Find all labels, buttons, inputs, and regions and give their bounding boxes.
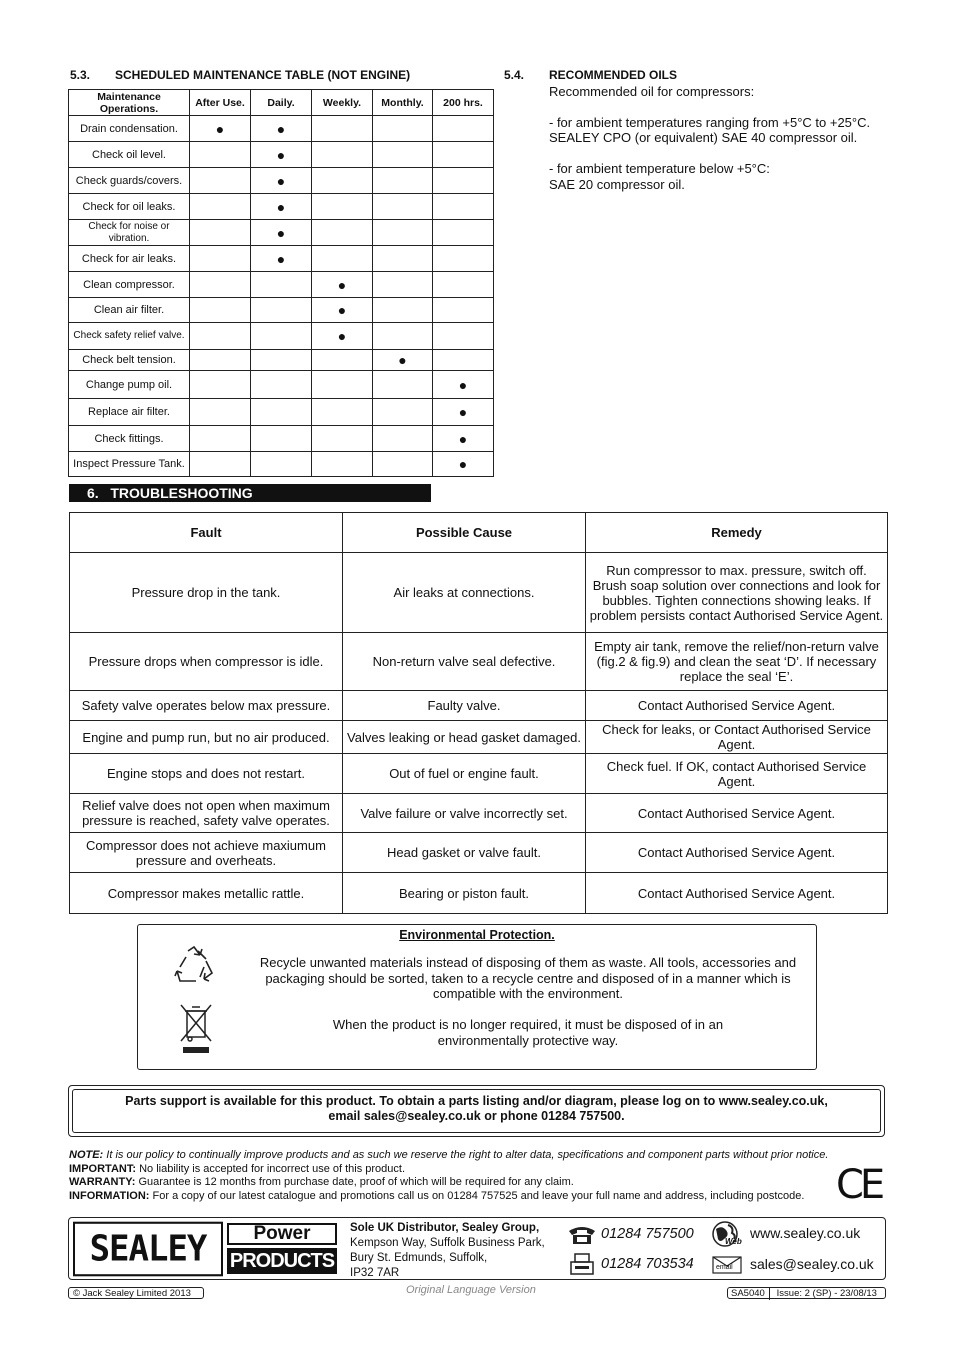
maint-mark bbox=[312, 399, 373, 426]
ts-remedy: Contact Authorised Service Agent. bbox=[586, 873, 888, 914]
important-text: No liability is accepted for incorrect use of this product. bbox=[136, 1162, 406, 1175]
maint-operation: Clean compressor. bbox=[69, 272, 190, 298]
maint-section-title: SCHEDULED MAINTENANCE TABLE (NOT ENGINE) bbox=[115, 68, 411, 82]
maint-mark bbox=[433, 350, 494, 371]
troubleshooting-table bbox=[69, 512, 888, 914]
maint-mark: ● bbox=[251, 194, 312, 220]
maint-mark bbox=[312, 371, 373, 399]
maint-mark bbox=[373, 323, 433, 350]
ts-cause: Head gasket or valve fault. bbox=[343, 833, 586, 873]
maint-mark bbox=[251, 399, 312, 426]
maint-mark bbox=[312, 168, 373, 194]
ce-mark: CE bbox=[836, 1162, 882, 1208]
environment-box bbox=[137, 924, 817, 1070]
maint-mark: ● bbox=[433, 371, 494, 399]
maint-row bbox=[69, 272, 494, 298]
maint-mark: ● bbox=[373, 350, 433, 371]
maint-mark bbox=[312, 246, 373, 272]
maint-mark bbox=[312, 350, 373, 371]
maint-row bbox=[69, 350, 494, 371]
parts-support-line-2: email sales@sealey.co.uk or phone 01284 757500. bbox=[328, 1109, 625, 1123]
ts-header: Remedy bbox=[586, 513, 888, 553]
footer-box bbox=[68, 1217, 886, 1280]
ts-cause: Valve failure or valve incorrectly set. bbox=[343, 794, 586, 833]
weee-bin-icon bbox=[178, 1003, 214, 1055]
maint-mark: ● bbox=[190, 116, 251, 142]
ts-fault: Relief valve does not open when maximum pressure is reached, safety valve operates. bbox=[70, 794, 343, 833]
maint-mark bbox=[190, 371, 251, 399]
maint-mark bbox=[190, 220, 251, 246]
oils-line: - for ambient temperature below +5°C: bbox=[549, 161, 770, 176]
troubleshooting-row bbox=[70, 754, 888, 794]
maint-header: Maintenance Operations. bbox=[69, 90, 190, 116]
maint-operation: Replace air filter. bbox=[69, 399, 190, 426]
maint-mark bbox=[433, 116, 494, 142]
maint-mark bbox=[433, 194, 494, 220]
maint-mark bbox=[190, 272, 251, 298]
environment-text-1: Recycle unwanted materials instead of disposing of them as waste. All tools, accessories and packaging should be sorted, taken to a recycle centre and disposed of in a manner which is compatible with the environment. bbox=[259, 955, 797, 1001]
maint-mark bbox=[373, 142, 433, 168]
oils-intro: Recommended oil for compressors: bbox=[549, 83, 755, 99]
maint-operation: Change pump oil. bbox=[69, 371, 190, 399]
maint-row bbox=[69, 426, 494, 452]
maint-mark: ● bbox=[433, 426, 494, 452]
note-label: NOTE: bbox=[69, 1149, 104, 1161]
document-code: SA5040 bbox=[728, 1288, 770, 1300]
ts-fault: Compressor does not achieve maxiumum pressure and overheats. bbox=[70, 833, 343, 873]
ts-cause: Air leaks at connections. bbox=[343, 553, 586, 633]
maint-mark bbox=[312, 426, 373, 452]
products-logo: PRODUCTS bbox=[227, 1248, 337, 1274]
troubleshooting-row bbox=[70, 794, 888, 833]
maint-row bbox=[69, 399, 494, 426]
maint-operation: Inspect Pressure Tank. bbox=[69, 452, 190, 477]
fax-number: 01284 703534 bbox=[601, 1256, 694, 1272]
environment-title: Environmental Protection. bbox=[399, 928, 555, 942]
maint-mark bbox=[190, 168, 251, 194]
maint-mark: ● bbox=[433, 399, 494, 426]
fax-icon bbox=[567, 1252, 597, 1276]
maint-mark bbox=[373, 168, 433, 194]
ts-fault: Pressure drop in the tank. bbox=[70, 553, 343, 633]
copyright: © Jack Sealey Limited 2013 bbox=[68, 1287, 204, 1299]
ts-cause: Out of fuel or engine fault. bbox=[343, 754, 586, 794]
maint-mark: ● bbox=[251, 246, 312, 272]
maint-operation: Drain condensation. bbox=[69, 116, 190, 142]
maint-mark bbox=[190, 452, 251, 477]
maint-mark: ● bbox=[312, 298, 373, 323]
maint-mark: ● bbox=[251, 116, 312, 142]
maint-mark bbox=[433, 142, 494, 168]
maint-operation: Check belt tension. bbox=[69, 350, 190, 371]
maint-mark bbox=[190, 323, 251, 350]
maint-row bbox=[69, 220, 494, 246]
maint-mark: ● bbox=[433, 452, 494, 477]
maint-operation: Check for oil leaks. bbox=[69, 194, 190, 220]
oils-line: SEALEY CPO (or equivalent) SAE 40 compressor oil. bbox=[549, 130, 858, 145]
maint-section-number: 5.3. bbox=[70, 68, 91, 82]
ts-fault: Compressor makes metallic rattle. bbox=[70, 873, 343, 914]
maint-mark bbox=[373, 452, 433, 477]
ts-fault: Engine stops and does not restart. bbox=[70, 754, 343, 794]
maint-mark: ● bbox=[312, 272, 373, 298]
ts-fault: Safety valve operates below max pressure. bbox=[70, 691, 343, 721]
maint-header: After Use. bbox=[190, 90, 251, 116]
maint-mark bbox=[251, 426, 312, 452]
ts-cause: Faulty valve. bbox=[343, 691, 586, 721]
maint-row bbox=[69, 246, 494, 272]
ts-remedy: Empty air tank, remove the relief/non-return valve (fig.2 & fig.9) and clean the seat ‘D’. If necessary replace the seal ‘E’. bbox=[586, 633, 888, 691]
maint-mark bbox=[433, 246, 494, 272]
maint-mark bbox=[251, 452, 312, 477]
maint-mark bbox=[190, 246, 251, 272]
maint-mark bbox=[190, 426, 251, 452]
legal-notes bbox=[69, 1149, 849, 1203]
maint-mark bbox=[251, 272, 312, 298]
ts-remedy: Check for leaks, or Contact Authorised Service Agent. bbox=[586, 721, 888, 754]
ts-cause: Non-return valve seal defective. bbox=[343, 633, 586, 691]
maint-row bbox=[69, 371, 494, 399]
power-logo: Power bbox=[227, 1223, 337, 1245]
maint-row bbox=[69, 194, 494, 220]
maint-mark bbox=[312, 116, 373, 142]
maint-mark bbox=[190, 399, 251, 426]
environment-text-2: When the product is no longer required, it must be disposed of in an environmentally protective way. bbox=[332, 1017, 724, 1048]
troubleshooting-row bbox=[70, 553, 888, 633]
maint-mark bbox=[433, 323, 494, 350]
warranty-label: WARRANTY: bbox=[69, 1176, 136, 1188]
maint-mark bbox=[312, 142, 373, 168]
ts-remedy: Check fuel. If OK, contact Authorised Service Agent. bbox=[586, 754, 888, 794]
ts-remedy: Run compressor to max. pressure, switch off. Brush soap solution over connections and look for bubbles. Tighten connections showing leaks. If problem persists contact Authorised Service Agent. bbox=[586, 553, 888, 633]
issue-info: Issue: 2 (SP) - 23/08/13 bbox=[776, 1288, 877, 1299]
maint-mark: ● bbox=[251, 142, 312, 168]
maint-operation: Check for air leaks. bbox=[69, 246, 190, 272]
maint-mark bbox=[433, 298, 494, 323]
maint-mark bbox=[190, 298, 251, 323]
ts-fault: Engine and pump run, but no air produced. bbox=[70, 721, 343, 754]
important-label: IMPORTANT: bbox=[69, 1162, 137, 1175]
maint-mark bbox=[251, 298, 312, 323]
warranty-text: Guarantee is 12 months from purchase date, proof of which will be required for any claim. bbox=[135, 1176, 574, 1188]
maint-mark bbox=[433, 272, 494, 298]
maint-header: Monthly. bbox=[373, 90, 433, 116]
maint-mark bbox=[312, 452, 373, 477]
maint-mark bbox=[190, 350, 251, 371]
maint-mark bbox=[312, 194, 373, 220]
troubleshooting-row bbox=[70, 691, 888, 721]
information-label: INFORMATION: bbox=[69, 1189, 150, 1202]
maint-row bbox=[69, 298, 494, 323]
maint-mark: ● bbox=[312, 323, 373, 350]
maint-mark bbox=[251, 323, 312, 350]
maint-mark bbox=[373, 194, 433, 220]
maint-mark bbox=[312, 220, 373, 246]
maint-operation: Check for noise or vibration. bbox=[69, 220, 190, 246]
maint-mark bbox=[373, 371, 433, 399]
maint-mark bbox=[373, 246, 433, 272]
troubleshooting-row bbox=[70, 833, 888, 873]
email-icon-label: email bbox=[716, 1264, 733, 1271]
maint-row bbox=[69, 323, 494, 350]
phone-number: 01284 757500 bbox=[601, 1226, 694, 1242]
email-address[interactable]: sales@sealey.co.uk bbox=[750, 1256, 874, 1272]
maint-operation: Check safety relief valve. bbox=[69, 323, 190, 350]
maint-mark bbox=[190, 194, 251, 220]
maint-operation: Check guards/covers. bbox=[69, 168, 190, 194]
oils-section bbox=[549, 68, 909, 192]
sealey-logo: SEALEY bbox=[73, 1222, 223, 1277]
maint-row bbox=[69, 452, 494, 477]
maint-mark bbox=[433, 168, 494, 194]
maint-mark bbox=[373, 426, 433, 452]
ts-remedy: Contact Authorised Service Agent. bbox=[586, 794, 888, 833]
maint-operation: Clean air filter. bbox=[69, 298, 190, 323]
ts-header: Possible Cause bbox=[343, 513, 586, 553]
ts-header: Fault bbox=[70, 513, 343, 553]
troubleshooting-row bbox=[70, 873, 888, 914]
maint-operation: Check fittings. bbox=[69, 426, 190, 452]
maint-row bbox=[69, 168, 494, 194]
web-address[interactable]: www.sealey.co.uk bbox=[750, 1225, 861, 1241]
document-code-box bbox=[727, 1287, 886, 1299]
ts-fault: Pressure drops when compressor is idle. bbox=[70, 633, 343, 691]
maint-row bbox=[69, 142, 494, 168]
oils-title: RECOMMENDED OILS bbox=[549, 68, 678, 82]
maint-mark bbox=[251, 350, 312, 371]
original-language-note: Original Language Version bbox=[406, 1284, 536, 1296]
maint-operation: Check oil level. bbox=[69, 142, 190, 168]
ts-cause: Bearing or piston fault. bbox=[343, 873, 586, 914]
ts-remedy: Contact Authorised Service Agent. bbox=[586, 833, 888, 873]
oils-line: - for ambient temperatures ranging from +5°C to +25°C. bbox=[549, 114, 871, 130]
troubleshooting-row bbox=[70, 633, 888, 691]
maint-mark bbox=[373, 399, 433, 426]
maint-mark bbox=[190, 142, 251, 168]
ts-remedy: Contact Authorised Service Agent. bbox=[586, 691, 888, 721]
maint-mark: ● bbox=[251, 220, 312, 246]
ts-cause: Valves leaking or head gasket damaged. bbox=[343, 721, 586, 754]
maint-mark bbox=[373, 116, 433, 142]
maint-row bbox=[69, 116, 494, 142]
troubleshooting-row bbox=[70, 721, 888, 754]
web-icon-label: Web bbox=[725, 1237, 742, 1246]
maint-header: 200 hrs. bbox=[433, 90, 494, 116]
distributor-address: Sole UK Distributor, Sealey Group, Kempson Way, Suffolk Business Park, Bury St. Edmunds, Suffolk, IP32 7AR bbox=[350, 1222, 545, 1279]
maint-header: Weekly. bbox=[312, 90, 373, 116]
note-text: It is our policy to continually improve products and as such we reserve the right to alter data, specifications and component parts without prior notice. bbox=[103, 1149, 829, 1161]
information-text: For a copy of our latest catalogue and promotions call us on 01284 757525 and leave your full name and address, including postcode. bbox=[149, 1189, 805, 1202]
maint-mark bbox=[373, 298, 433, 323]
maint-mark bbox=[251, 371, 312, 399]
maint-header: Daily. bbox=[251, 90, 312, 116]
phone-icon bbox=[567, 1225, 597, 1245]
maint-mark bbox=[373, 220, 433, 246]
maint-mark: ● bbox=[251, 168, 312, 194]
maint-mark bbox=[373, 272, 433, 298]
oils-line: SAE 20 compressor oil. bbox=[549, 176, 685, 192]
troubleshooting-heading: 6. TROUBLESHOOTING bbox=[69, 484, 431, 502]
parts-support-box bbox=[68, 1085, 885, 1137]
oils-section-number: 5.4. bbox=[504, 68, 525, 82]
recycle-icon bbox=[174, 945, 214, 985]
maint-mark bbox=[433, 220, 494, 246]
parts-support-line-1: Parts support is available for this product. To obtain a parts listing and/or diagram, please log on to www.sealey.co.uk, bbox=[125, 1094, 828, 1108]
maintenance-table bbox=[68, 89, 494, 477]
